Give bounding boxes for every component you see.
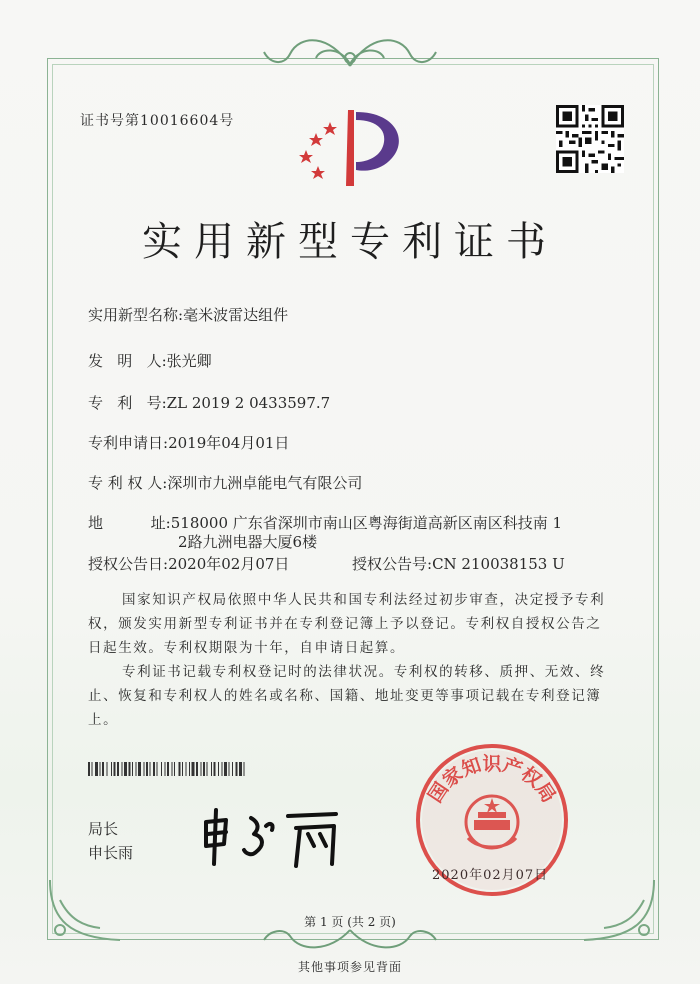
corner-ornament-bottom-left [40,870,130,950]
field-patent-number [88,392,330,413]
corner-ornament-bottom-right [574,870,664,950]
inventor-label: 发 明 人: [88,352,167,370]
field-grant-number [352,553,565,574]
field-name [88,304,288,325]
address-line2: 2路九洲电器大厦6楼 [178,533,318,551]
seal-text: 国家知识产权局 [424,753,560,807]
field-grant-date [88,553,289,574]
patent-label: 专 利 号: [88,394,167,412]
filing-date-label: 专利申请日: [88,434,169,452]
field-address [88,512,562,533]
holder-value: 深圳市九洲卓能电气有限公司 [167,474,363,492]
patent-value: ZL 2019 2 0433597.7 [166,394,331,412]
director-title: 局长 [88,820,119,838]
barcode [88,762,306,776]
grant-no-value: CN 210038153 U [432,555,565,573]
name-value: 毫米波雷达组件 [183,306,289,324]
address-label: 地 址: [88,514,171,532]
seal-date: 2020年02月07日 [432,868,549,883]
field-filing-date [88,432,289,453]
grant-date-value: 2020年02月07日 [168,555,290,573]
certificate-number: 证书号第10016604号 [80,113,235,129]
top-ornament [250,28,450,72]
back-note: 其他事项参见背面 [297,960,402,974]
certificate-title: 实用新型专利证书 [142,219,558,265]
field-holder [88,472,362,493]
address-line1: 518000 广东省深圳市南山区粤海街道高新区南区科技南 1 [170,514,563,532]
grant-date-label: 授权公告日: [88,555,169,573]
certificate-body [88,588,608,732]
cnipa-logo [296,100,408,190]
inventor-value: 张光卿 [166,352,212,370]
name-label: 实用新型名称: [88,306,184,324]
field-inventor [88,350,212,371]
filing-date-value: 2019年04月01日 [168,434,290,452]
page-number: 第 1 页 (共 2 页) [304,915,396,929]
body-paragraph-1: 国家知识产权局依照中华人民共和国专利法经过初步审查，决定授予专利权，颁发实用新型专利证书并在专利登记簿上予以登记。专利权自授权公告之日起生效。专利权期限为十年，自申请日起算。 [88,592,606,656]
body-paragraph-2: 专利证书记载专利权登记时的法律状况。专利权的转移、质押、无效、终止、恢复和专利权人的姓名或名称、国籍、地址变更等事项记载在专利登记簿上。 [88,664,606,728]
grant-no-label: 授权公告号: [352,555,433,573]
holder-label: 专 利 权 人: [88,474,168,492]
handwritten-signature [196,800,346,870]
qr-code [556,105,624,173]
director-name: 申长雨 [88,844,134,862]
